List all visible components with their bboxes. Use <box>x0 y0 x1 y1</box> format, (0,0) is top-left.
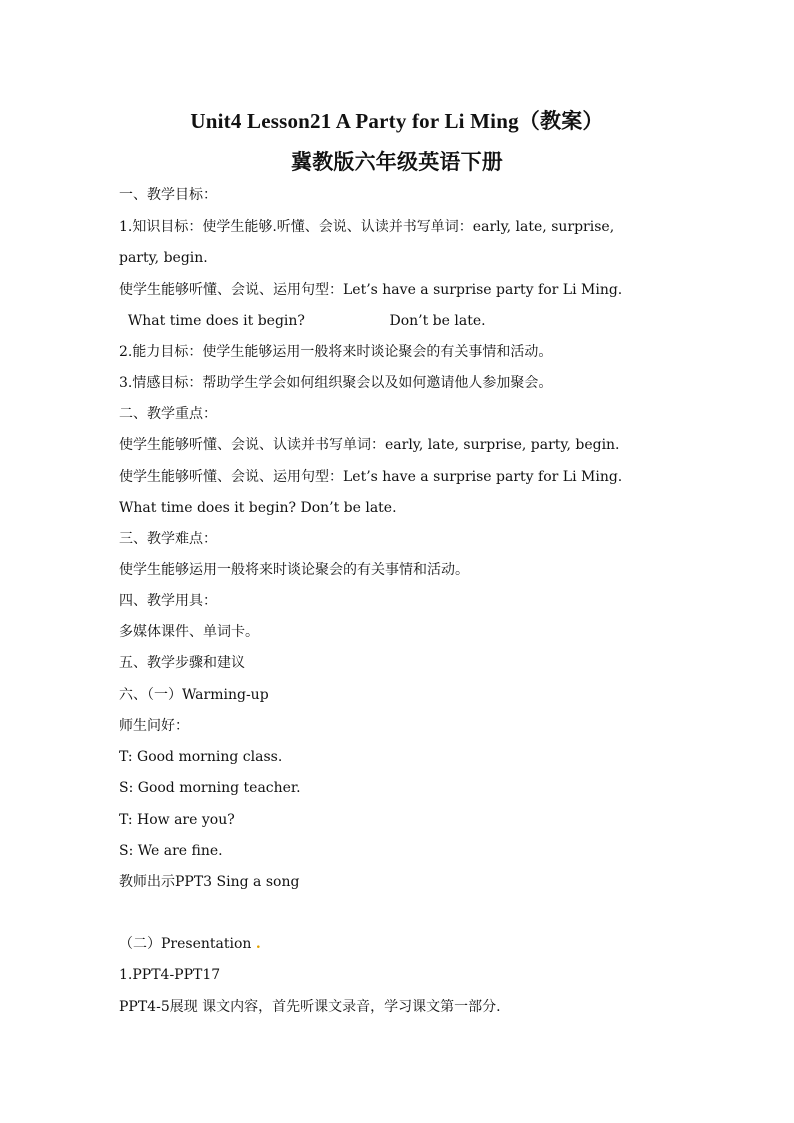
dialogue-line-3: T: How are you? <box>119 812 235 828</box>
document-subtitle: 冀教版六年级英语下册 <box>291 150 503 174</box>
sing-a-song-line: 教师出示PPT3 Sing a song <box>119 874 300 890</box>
document-title: Unit4 Lesson21 A Party for Li Ming（教案） <box>190 109 604 133</box>
difficulties-text: 使学生能够运用一般将来时谈论聚会的有关事情和活动。 <box>119 562 469 578</box>
greeting-heading: 师生问好： <box>119 718 189 734</box>
objective-ability: 2.能力目标：使学生能够运用一般将来时谈论聚会的有关事情和活动。 <box>119 344 553 360</box>
section-heading-key-points: 二、教学重点： <box>119 406 217 422</box>
dialogue-line-1: T: Good morning class. <box>119 749 283 765</box>
presentation-mark: . <box>255 936 261 952</box>
presentation-text: （二）Presentation <box>119 936 252 952</box>
tools-text: 多媒体课件、单词卡。 <box>119 624 259 640</box>
key-points-sentences-cont: What time does it begin? Don’t be late. <box>119 500 397 516</box>
ppt-range-line: 1.PPT4-PPT17 <box>119 967 221 983</box>
ppt-4-5-line: PPT4-5展现 课文内容，首先听课文录音，学习课文第一部分. <box>119 999 501 1015</box>
objective-knowledge: 1.知识目标：使学生能够.听懂、会说、认读并书写单词：early, late, surprise, <box>119 219 615 235</box>
dialogue-line-2: S: Good morning teacher. <box>119 780 301 796</box>
section-heading-tools: 四、教学用具： <box>119 593 217 609</box>
section-heading-objectives: 一、教学目标： <box>119 187 217 203</box>
objective-knowledge-cont: party, begin. <box>119 250 208 266</box>
objective-sentence-patterns-cont: What time does it begin? Don’t be late. <box>119 313 486 329</box>
dialogue-line-4: S: We are fine. <box>119 843 223 859</box>
key-points-sentences: 使学生能够听懂、会说、运用句型：Let’s have a surprise party for Li Ming. <box>119 469 623 485</box>
key-points-words: 使学生能够听懂、会说、认读并书写单词：early, late, surprise, party, begin. <box>119 437 620 453</box>
objective-sentence-patterns: 使学生能够听懂、会说、运用句型：Let’s have a surprise party for Li Ming. <box>119 282 623 298</box>
objective-emotion: 3.情感目标：帮助学生学会如何组织聚会以及如何邀请他人参加聚会。 <box>119 375 553 391</box>
section-heading-presentation <box>119 935 261 953</box>
section-heading-warming-up: 六、（一）Warming-up <box>119 687 269 703</box>
section-heading-difficulties: 三、教学难点： <box>119 531 217 547</box>
section-heading-steps: 五、教学步骤和建议 <box>119 655 245 671</box>
